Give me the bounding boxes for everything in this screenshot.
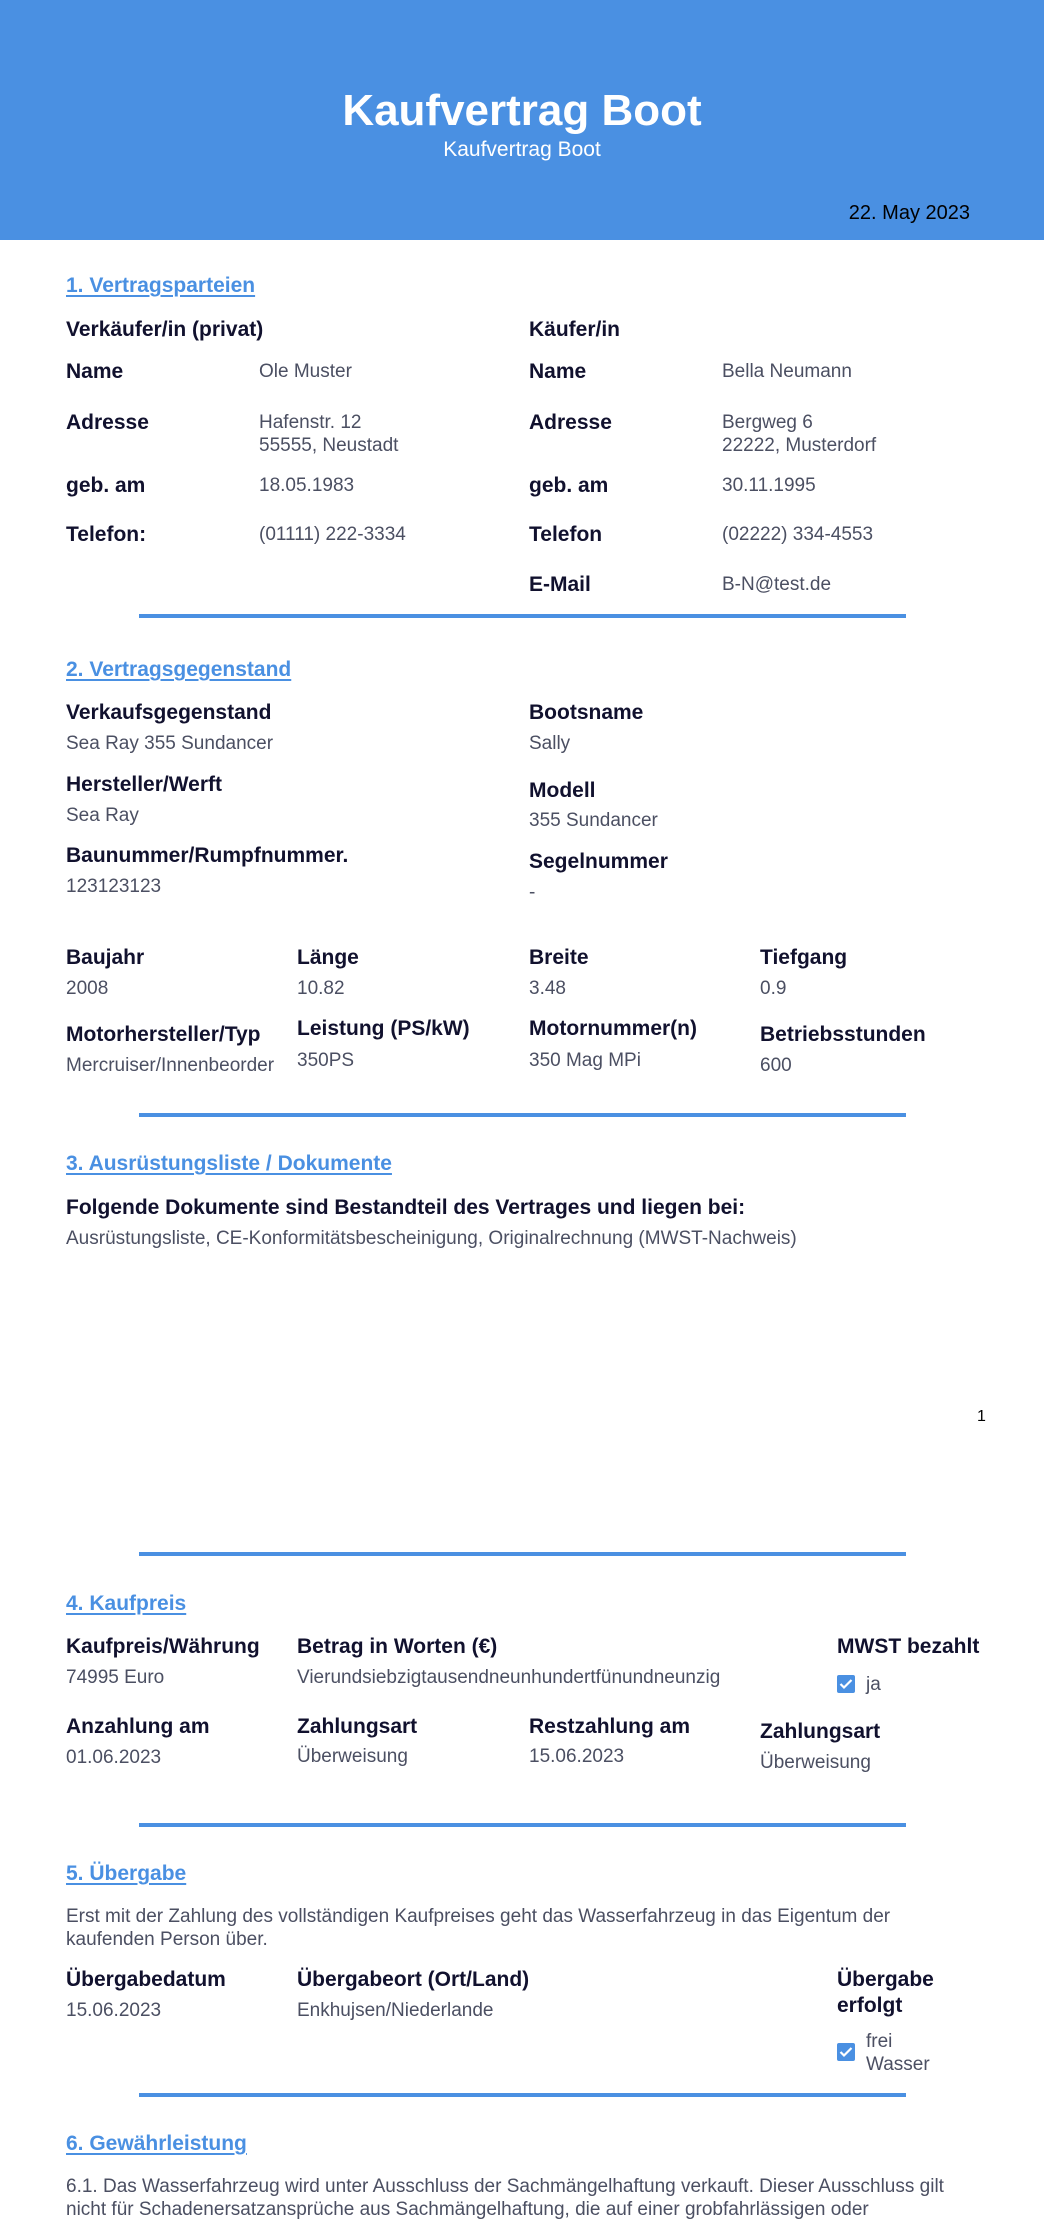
power-label: Leistung (PS/kW) bbox=[297, 1017, 470, 1040]
handover-date-label: Übergabedatum bbox=[66, 1968, 226, 1991]
payment-method-label: Zahlungsart bbox=[297, 1715, 418, 1738]
section-divider bbox=[139, 1113, 906, 1117]
year-value: 2008 bbox=[66, 978, 109, 999]
document-subtitle: Kaufvertrag Boot bbox=[443, 138, 601, 161]
handover-text-line1: Erst mit der Zahlung des vollständigen Kaufpreises geht das Wasserfahrzeug in das Eigentum der bbox=[66, 1906, 891, 1927]
seller-heading: Verkäufer/in (privat) bbox=[66, 318, 264, 341]
seller-birth: 18.05.1983 bbox=[259, 475, 355, 496]
buyer-address-label: Adresse bbox=[529, 411, 612, 434]
page-number: 1 bbox=[977, 1408, 986, 1425]
hours-label: Betriebsstunden bbox=[760, 1023, 926, 1046]
price-value: 74995 Euro bbox=[66, 1667, 165, 1688]
section-divider bbox=[139, 1552, 906, 1556]
section-divider bbox=[139, 614, 906, 618]
seller-address-line1: Hafenstr. 12 bbox=[259, 412, 362, 433]
vat-value: ja bbox=[866, 1674, 881, 1695]
boatname-value: Sally bbox=[529, 733, 571, 754]
draft-value: 0.9 bbox=[760, 978, 787, 999]
seller-address-line2: 55555, Neustadt bbox=[259, 435, 399, 456]
handover-date-value: 15.06.2023 bbox=[66, 2000, 162, 2021]
deposit-label: Anzahlung am bbox=[66, 1715, 210, 1738]
document-header bbox=[0, 0, 1044, 240]
buyer-birth: 30.11.1995 bbox=[722, 475, 816, 496]
maker-label: Hersteller/Werft bbox=[66, 773, 223, 796]
payment-method-2-label: Zahlungsart bbox=[760, 1720, 881, 1743]
section-divider bbox=[139, 1823, 906, 1827]
deposit-value: 01.06.2023 bbox=[66, 1747, 162, 1768]
engine-value: Mercruiser/Innenbeorder bbox=[66, 1055, 275, 1076]
seller-name: Ole Muster bbox=[259, 361, 352, 382]
price-label: Kaufpreis/Währung bbox=[66, 1635, 260, 1658]
handover-checkbox[interactable] bbox=[837, 2043, 855, 2061]
handover-place-value: Enkhujsen/Niederlande bbox=[297, 2000, 494, 2021]
item-value: Sea Ray 355 Sundancer bbox=[66, 733, 274, 754]
rest-payment-value: 15.06.2023 bbox=[529, 1746, 625, 1767]
engine-number-label: Motornummer(n) bbox=[529, 1017, 697, 1040]
seller-phone: (01111) 222-3334 bbox=[259, 524, 406, 545]
buyer-birth-label: geb. am bbox=[529, 474, 609, 497]
width-label: Breite bbox=[529, 946, 589, 969]
buyer-phone: (02222) 334-4553 bbox=[722, 524, 874, 545]
payment-method-2-value: Überweisung bbox=[760, 1752, 871, 1773]
section-title-parties: 1. Vertragsparteien bbox=[66, 274, 256, 297]
draft-label: Tiefgang bbox=[760, 946, 848, 969]
length-label: Länge bbox=[297, 946, 359, 969]
buyer-phone-label: Telefon bbox=[529, 523, 603, 546]
model-label: Modell bbox=[529, 779, 596, 802]
hull-value: 123123123 bbox=[66, 876, 162, 897]
section-title-documents: 3. Ausrüstungsliste / Dokumente bbox=[66, 1152, 392, 1175]
rest-payment-label: Restzahlung am bbox=[529, 1715, 691, 1738]
seller-birth-label: geb. am bbox=[66, 474, 146, 497]
amount-words-label: Betrag in Worten (€) bbox=[297, 1635, 498, 1658]
warranty-text-line2: nicht für Schadenersatzansprüche aus Sachmängelhaftung, die auf einer grobfahrlässigen oder bbox=[66, 2199, 869, 2220]
section-title-warranty: 6. Gewährleistung bbox=[66, 2132, 247, 2155]
hull-label: Baunummer/Rumpfnummer. bbox=[66, 844, 349, 867]
handover-place-label: Übergabeort (Ort/Land) bbox=[297, 1968, 530, 1991]
vat-label: MWST bezahlt bbox=[837, 1635, 980, 1658]
section-title-handover: 5. Übergabe bbox=[66, 1862, 187, 1885]
boatname-label: Bootsname bbox=[529, 701, 644, 724]
payment-method-value: Überweisung bbox=[297, 1746, 408, 1767]
handover-done-label-line1: Übergabe bbox=[837, 1968, 934, 1991]
hours-value: 600 bbox=[760, 1055, 792, 1076]
section-title-subject: 2. Vertragsgegenstand bbox=[66, 658, 292, 681]
power-value: 350PS bbox=[297, 1050, 355, 1071]
buyer-heading: Käufer/in bbox=[529, 318, 621, 341]
handover-done-label-line2: erfolgt bbox=[837, 1994, 903, 2017]
document-date: 22. May 2023 bbox=[848, 202, 970, 224]
item-label: Verkaufsgegenstand bbox=[66, 701, 272, 724]
handover-done-value-line1: frei bbox=[866, 2031, 893, 2052]
documents-value: Ausrüstungsliste, CE-Konformitätsbescheinigung, Originalrechnung (MWST-Nachweis) bbox=[66, 1228, 797, 1249]
document-title: Kaufvertrag Boot bbox=[342, 86, 702, 135]
documents-label: Folgende Dokumente sind Bestandteil des Vertrages und liegen bei: bbox=[66, 1196, 746, 1219]
check-icon bbox=[839, 2046, 853, 2058]
year-label: Baujahr bbox=[66, 946, 145, 969]
sail-value: - bbox=[529, 882, 536, 903]
check-icon bbox=[839, 1678, 853, 1690]
vat-checkbox[interactable] bbox=[837, 1675, 855, 1693]
seller-name-label: Name bbox=[66, 360, 124, 383]
seller-phone-label: Telefon: bbox=[66, 523, 147, 546]
engine-number-value: 350 Mag MPi bbox=[529, 1050, 641, 1071]
maker-value: Sea Ray bbox=[66, 805, 139, 826]
sail-label: Segelnummer bbox=[529, 850, 668, 873]
section-title-price: 4. Kaufpreis bbox=[66, 1592, 187, 1615]
buyer-email-label: E-Mail bbox=[529, 573, 591, 596]
buyer-name-label: Name bbox=[529, 360, 587, 383]
buyer-name: Bella Neumann bbox=[722, 361, 852, 382]
model-value: 355 Sundancer bbox=[529, 810, 658, 831]
engine-label: Motorhersteller/Typ bbox=[66, 1023, 261, 1046]
buyer-address-line1: Bergweg 6 bbox=[722, 412, 813, 433]
length-value: 10.82 bbox=[297, 978, 345, 999]
warranty-text-line1: 6.1. Das Wasserfahrzeug wird unter Ausschluss der Sachmängelhaftung verkauft. Dieser Ausschluss gilt bbox=[66, 2176, 944, 2197]
section-divider bbox=[139, 2093, 906, 2097]
width-value: 3.48 bbox=[529, 978, 566, 999]
handover-done-value-line2: Wasser bbox=[866, 2054, 930, 2075]
buyer-address-line2: 22222, Musterdorf bbox=[722, 435, 877, 456]
seller-address-label: Adresse bbox=[66, 411, 149, 434]
buyer-email: B-N@test.de bbox=[722, 574, 832, 595]
amount-words-value: Vierundsiebzigtausendneunhundertfünundneunzig bbox=[297, 1667, 721, 1688]
handover-text-line2: kaufenden Person über. bbox=[66, 1929, 268, 1950]
